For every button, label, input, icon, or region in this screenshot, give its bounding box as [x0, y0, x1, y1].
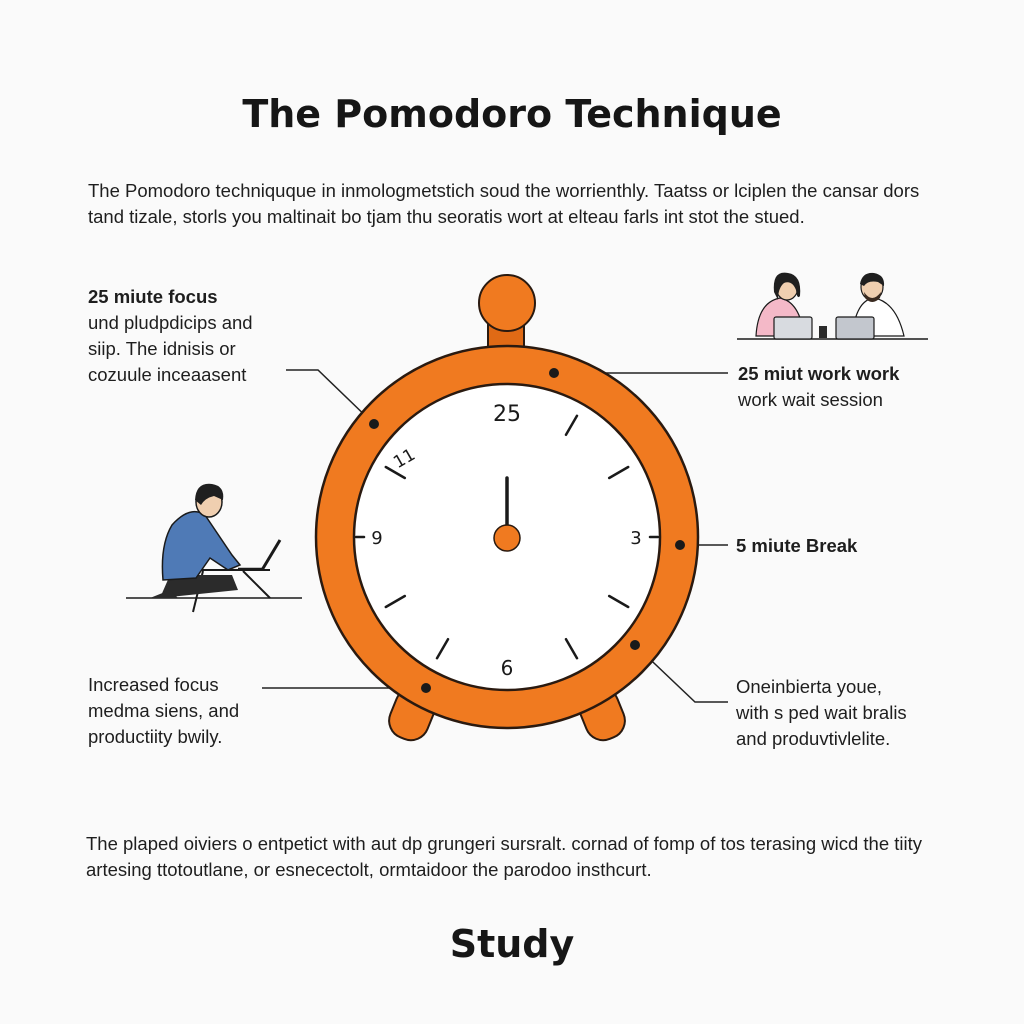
clock-number-right: 3	[630, 528, 642, 549]
work-line: work wait session	[738, 389, 883, 410]
increased-line: medma siens, and	[88, 700, 240, 721]
ring-dot	[630, 640, 640, 650]
clock-number-top: 25	[493, 402, 521, 427]
increased-line: Increased focus	[88, 674, 219, 695]
focus-line: cozuule inceaasent	[88, 364, 247, 385]
focus-heading: 25 miute focus	[88, 286, 218, 307]
page-title: The Pomodoro Technique	[242, 92, 782, 136]
ring-dot	[421, 683, 431, 693]
break-label: 5 miute Break	[736, 535, 858, 556]
intro-paragraph: The Pomodoro techniquque in inmologmetstich soud the worrienthly. Taatss or lciplen the cansar dors tand tizale, storls you maltinait bo tjam thu seoratis wort at elteau farls int stot the stued.	[88, 180, 920, 227]
increased-line: productiity bwily.	[88, 726, 223, 747]
clock-number-bottom: 6	[500, 656, 514, 680]
clock-hub	[494, 525, 520, 551]
benefit-line: with s ped wait bralis	[736, 702, 907, 723]
clock-number-left: 9	[371, 528, 383, 549]
clock-number-upper-left: 11	[390, 444, 419, 473]
ring-dot	[549, 368, 559, 378]
clock-knob	[479, 275, 535, 331]
people-collaborating-illustration	[737, 273, 928, 339]
footer-title: Study	[449, 922, 575, 966]
focus-line: und pludpdicips and	[88, 312, 253, 333]
benefit-line: Oneinbierta youe,	[736, 676, 883, 697]
ring-dot	[675, 540, 685, 550]
benefit-line: and produvtivlelite.	[736, 728, 891, 749]
outro-paragraph: The plaped oiviers o entpetict with aut dp grungeri sursralt. cornad of fomp of tos terasing wicd the tiity artesing ttotoutlane, or esnecectolt, ormtaidoor the parodoo insthcurt.	[86, 833, 923, 880]
ring-dot	[369, 419, 379, 429]
work-heading: 25 miut work work	[738, 363, 900, 384]
focus-line: siip. The idnisis or	[88, 338, 236, 359]
person-working-illustration	[126, 484, 302, 612]
